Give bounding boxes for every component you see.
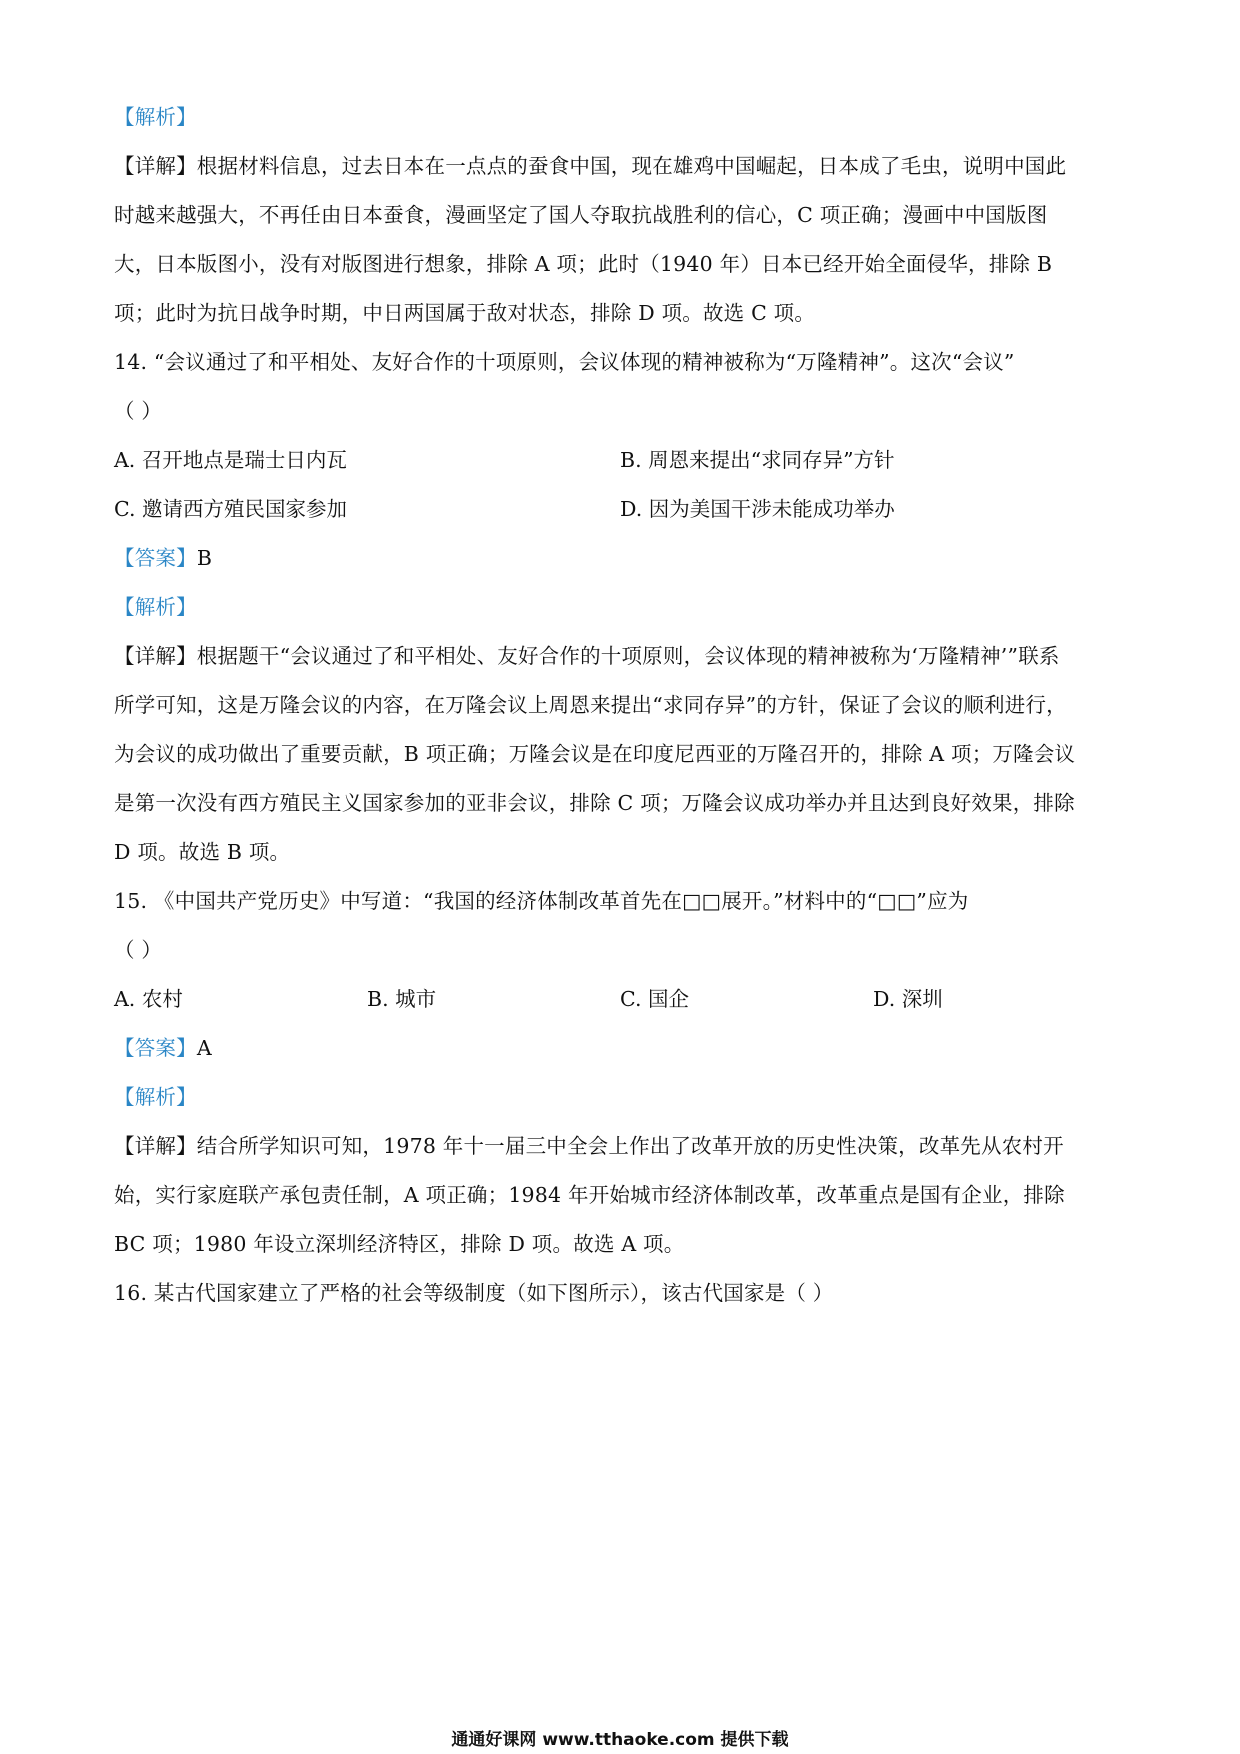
q15-option-d: D. 深圳 xyxy=(873,987,943,1011)
q15-option-b: B. 城市 xyxy=(367,987,437,1011)
q14-stem-bracket: （ ） xyxy=(114,399,163,423)
q15-answer-value: A xyxy=(196,1036,212,1060)
q13-detail-line: 【详解】根据材料信息，过去日本在一点点的蚕食中国，现在雄鸡中国崛起，日本成了毛虫，说明中国此 xyxy=(114,154,1067,178)
q14-answer-value: B xyxy=(196,546,213,570)
q15-detail-line: 始，实行家庭联产承包责任制，A 项正确；1984 年开始城市经济体制改革，改革重点是国有企业，排除 xyxy=(114,1183,1065,1207)
q14-detail-line: 为会议的成功做出了重要贡献，B 项正确；万隆会议是在印度尼西亚的万隆召开的，排除 A 项；万隆会议 xyxy=(114,742,1076,766)
q16-stem: 16. 某古代国家建立了严格的社会等级制度（如下图所示），该古代国家是（ ） xyxy=(114,1281,834,1305)
q14-detail-line: 所学可知，这是万隆会议的内容，在万隆会议上周恩来提出“求同存异”的方针，保证了会议的顺利进行， xyxy=(114,693,1067,717)
q13-detail-line: 项；此时为抗日战争时期，中日两国属于敌对状态，排除 D 项。故选 C 项。 xyxy=(114,301,816,325)
q13-detail-line: 大，日本版图小，没有对版图进行想象，排除 A 项；此时（1940 年）日本已经开始全面侵华，排除 B xyxy=(114,252,1053,276)
q14-analysis-tag: 【解析】 xyxy=(114,595,197,619)
q14-detail-line: 是第一次没有西方殖民主义国家参加的亚非会议，排除 C 项；万隆会议成功举办并且达到良好效果，排除 xyxy=(114,791,1075,815)
q15-detail-line: 【详解】结合所学知识可知，1978 年十一届三中全会上作出了改革开放的历史性决策，改革先从农村开 xyxy=(114,1134,1064,1158)
q14-option-d: D. 因为美国干涉未能成功举办 xyxy=(620,497,895,521)
q15-detail-line: BC 项；1980 年设立深圳经济特区，排除 D 项。故选 A 项。 xyxy=(114,1232,685,1256)
q13-analysis-tag: 【解析】 xyxy=(114,105,197,129)
q15-analysis-tag: 【解析】 xyxy=(114,1085,197,1109)
page-footer: 通通好课网 www.tthaoke.com 提供下载 xyxy=(451,1730,789,1750)
q15-answer-tag: 【答案】 xyxy=(114,1036,197,1060)
q14-answer-tag: 【答案】 xyxy=(114,546,197,570)
q14-answer xyxy=(114,543,1124,573)
q14-detail-line: 【详解】根据题干“会议通过了和平相处、友好合作的十项原则，会议体现的精神被称为‘万隆精神’”联系 xyxy=(114,644,1060,668)
q13-detail-line: 时越来越强大，不再任由日本蚕食，漫画坚定了国人夺取抗战胜利的信心，C 项正确；漫画中中国版图 xyxy=(114,203,1048,227)
q15-stem-bracket: （ ） xyxy=(114,938,163,962)
q14-option-b: B. 周恩来提出“求同存异”方针 xyxy=(620,448,895,472)
q14-option-a: A. 召开地点是瑞士日内瓦 xyxy=(114,448,347,472)
q14-detail-line: D 项。故选 B 项。 xyxy=(114,840,291,864)
q15-option-a: A. 农村 xyxy=(114,987,183,1011)
q14-option-c: C. 邀请西方殖民国家参加 xyxy=(114,497,347,521)
q15-answer xyxy=(114,1033,1124,1063)
q14-stem: 14. “会议通过了和平相处、友好合作的十项原则，会议体现的精神被称为“万隆精神”。这次“会议” xyxy=(114,350,1015,374)
q15-option-c: C. 国企 xyxy=(620,987,689,1011)
q15-stem: 15. 《中国共产党历史》中写道：“我国的经济体制改革首先在□□展开。”材料中的“□□”应为 xyxy=(114,889,969,913)
